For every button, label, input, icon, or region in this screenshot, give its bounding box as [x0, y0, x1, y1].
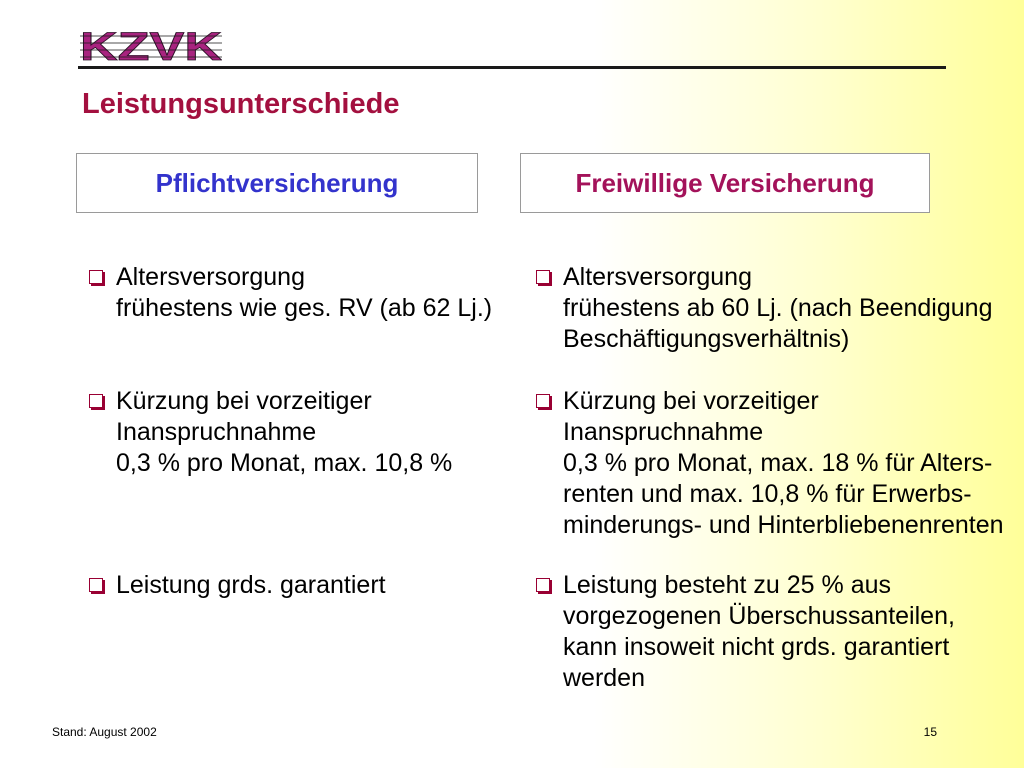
right-item-kuerzung — [563, 386, 1004, 541]
item-line: renten und max. 10,8 % für Erwerbs- — [563, 480, 972, 508]
shadowed-square-icon — [89, 394, 103, 408]
header-divider — [78, 66, 946, 69]
left-item-kuerzung — [116, 386, 452, 479]
shadowed-square-icon — [536, 578, 550, 592]
item-line: vorgezogenen Überschussanteilen, — [563, 602, 955, 630]
left-item-altersversorgung — [116, 262, 492, 324]
heading-box-freiwillige-versicherung — [520, 153, 930, 213]
slide-title: Leistungsunterschiede — [82, 88, 400, 120]
item-line: Leistung besteht zu 25 % aus — [563, 571, 892, 599]
shadowed-square-icon — [89, 270, 103, 284]
right-item-altersversorgung — [563, 262, 992, 355]
footer-date: Stand: August 2002 — [52, 725, 157, 739]
shadowed-square-icon — [536, 394, 550, 408]
page-number: 15 — [923, 725, 937, 739]
item-line: Beschäftigungsverhältnis) — [563, 325, 850, 353]
heading-box-pflichtversicherung — [76, 153, 478, 213]
heading-freiwillige-versicherung: Freiwillige Versicherung — [575, 167, 875, 198]
shadowed-square-icon — [536, 270, 550, 284]
item-line: frühestens ab 60 Lj. (nach Beendigung — [563, 294, 993, 322]
item-line: Altersversorgung — [563, 263, 752, 291]
item-line: frühestens wie ges. RV (ab 62 Lj.) — [116, 294, 493, 322]
heading-pflichtversicherung: Pflichtversicherung — [155, 167, 399, 198]
shadowed-square-icon — [89, 578, 103, 592]
item-line: werden — [563, 664, 645, 692]
item-line: 0,3 % pro Monat, max. 18 % für Alters- — [563, 449, 993, 477]
item-line: minderungs- und Hinterbliebenenrenten — [563, 511, 1004, 539]
item-line: Leistung grds. garantiert — [116, 571, 386, 599]
left-item-leistung — [116, 570, 386, 601]
item-line: Inanspruchnahme — [563, 418, 764, 446]
item-line: Kürzung bei vorzeitiger — [116, 387, 372, 415]
kzvk-logo — [80, 27, 222, 63]
item-line: 0,3 % pro Monat, max. 10,8 % — [116, 449, 453, 477]
logo-lettering: KZVK — [80, 27, 222, 63]
item-line: Inanspruchnahme — [116, 418, 317, 446]
right-item-leistung — [563, 570, 955, 694]
item-line: Kürzung bei vorzeitiger — [563, 387, 819, 415]
item-line: kann insoweit nicht grds. garantiert — [563, 633, 950, 661]
item-line: Altersversorgung — [116, 263, 305, 291]
